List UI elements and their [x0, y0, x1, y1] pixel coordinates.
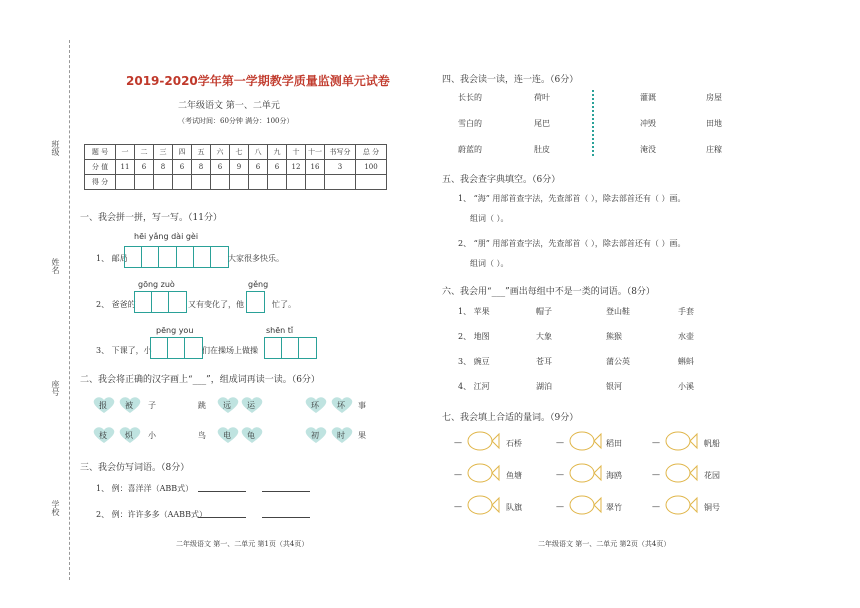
sec6-item[interactable]: 水壶 — [678, 332, 694, 341]
footer-right: 二年级语文 第一、二单元 第2页（共4页） — [538, 540, 671, 548]
section-3-heading: 三、我会仿写词语。（8分） — [80, 463, 190, 473]
fish-icon[interactable] — [664, 430, 698, 452]
score-table-header-row: 题 号 一 二 三 四 五 六 七 八 九 十 十一 书写分 总 分 — [85, 145, 387, 160]
fish-icon[interactable] — [664, 462, 698, 484]
dash: — — [454, 438, 462, 447]
section-5-heading: 五、我会查字典填空。（6分） — [442, 175, 561, 185]
sec7-noun: 铜号 — [704, 503, 720, 512]
sec6-item[interactable]: 手套 — [678, 307, 694, 316]
dash: — — [556, 502, 564, 511]
q3-prefix: 3、 下课了，小 — [96, 346, 152, 355]
sec6-item[interactable]: 4、 江河 — [458, 382, 490, 391]
sec2-char: 子 — [148, 401, 156, 410]
pinyin-q3b: shēn tǐ — [266, 326, 294, 335]
q1-prefix: 1、 邮局 — [96, 254, 128, 263]
side-label-class: 班级 — [51, 140, 60, 156]
sec7-noun: 队旗 — [506, 503, 522, 512]
sec2-char[interactable]: 被 — [125, 401, 133, 410]
sec2-char: 跳 — [198, 401, 206, 410]
connect-item[interactable]: 雪白的 — [458, 119, 482, 128]
char-box-q3b[interactable] — [264, 337, 317, 359]
connect-item[interactable]: 淹没 — [640, 145, 656, 154]
score-table-score-row: 得 分 — [85, 175, 387, 190]
score-table-points-row: 分 值 11 6 8 6 8 6 9 6 6 12 16 3 100 — [85, 160, 387, 175]
sec6-item[interactable]: 2、 地图 — [458, 332, 490, 341]
fish-icon[interactable] — [466, 430, 500, 452]
fish-icon[interactable] — [568, 462, 602, 484]
dash: — — [454, 502, 462, 511]
divider — [592, 90, 594, 156]
dash: — — [652, 470, 660, 479]
sec2-char[interactable]: 时 — [337, 431, 345, 440]
section-7-heading: 七、我会填上合适的量词。（9分） — [442, 413, 579, 423]
sec3-q1: 1、 例：喜洋洋（ABB式） — [96, 484, 194, 493]
sec2-char[interactable]: 炽 — [125, 431, 133, 440]
sec2-char: 果 — [358, 431, 366, 440]
sec2-char: 事 — [358, 401, 366, 410]
q2-suffix: 忙了。 — [272, 300, 296, 309]
connect-item[interactable]: 庄稼 — [706, 145, 722, 154]
answer-line[interactable] — [262, 517, 310, 518]
pinyin-q3a: pēng you — [156, 326, 194, 335]
pinyin-q2b: gěng — [248, 280, 269, 289]
dash: — — [556, 470, 564, 479]
footer-left: 二年级语文 第一、二单元 第1页（共4页） — [176, 540, 309, 548]
q1-suffix: 大家很多快乐。 — [228, 254, 284, 263]
sec2-char[interactable]: 枝 — [99, 431, 107, 440]
section-2-heading: 二、我会将正确的汉字画上“___”，组成词再读一读。（6分） — [80, 375, 320, 385]
fish-icon[interactable] — [664, 494, 698, 516]
section-6-heading: 六、我会用“___”画出每组中不是一类的词语。（8分） — [442, 287, 655, 297]
sec7-noun: 海鸥 — [606, 471, 622, 480]
page-title: 2019-2020学年第一学期教学质量监测单元试卷 — [126, 74, 390, 88]
sec7-noun: 花园 — [704, 471, 720, 480]
answer-line[interactable] — [262, 491, 310, 492]
sec2-char[interactable]: 电 — [223, 431, 231, 440]
sec5-q2-line1: 2、 “朋” 用部首查字法，先查部首（ ），除去部首还有（ ）画。 — [458, 239, 686, 248]
q2-prefix: 2、 爸爸的 — [96, 300, 136, 309]
connect-item[interactable]: 房屋 — [706, 93, 722, 102]
sec7-noun: 稻田 — [606, 439, 622, 448]
fish-icon[interactable] — [466, 462, 500, 484]
sec6-item[interactable]: 1、 苹果 — [458, 307, 490, 316]
dash: — — [454, 470, 462, 479]
fish-icon[interactable] — [568, 430, 602, 452]
score-table — [84, 144, 387, 190]
connect-item[interactable]: 尾巴 — [534, 119, 550, 128]
sec6-item[interactable]: 苍耳 — [536, 357, 552, 366]
exam-info: （考试时间：60分钟 满分：100分） — [178, 117, 294, 125]
side-label-school-number: 座号 — [51, 380, 60, 396]
connect-item[interactable]: 肚皮 — [534, 145, 550, 154]
connect-item[interactable]: 蔚蓝的 — [458, 145, 482, 154]
dash: — — [652, 502, 660, 511]
connect-item[interactable]: 田地 — [706, 119, 722, 128]
sec7-noun: 翠竹 — [606, 503, 622, 512]
section-1-heading: 一、我会拼一拼，写一写。（11分） — [80, 213, 222, 223]
connect-item[interactable]: 灌溉 — [640, 93, 656, 102]
sec2-char[interactable]: 初 — [311, 431, 319, 440]
sec5-q2-line2: 组词（ ）。 — [470, 259, 509, 268]
fish-icon[interactable] — [568, 494, 602, 516]
sec7-noun: 鱼塘 — [506, 471, 522, 480]
sec2-char[interactable]: 环 — [311, 401, 319, 410]
answer-line[interactable] — [198, 517, 246, 518]
sec2-char[interactable]: 龟 — [247, 431, 255, 440]
fish-icon[interactable] — [466, 494, 500, 516]
connect-item[interactable]: 长长的 — [458, 93, 482, 102]
sec7-noun: 石桥 — [506, 439, 522, 448]
sec7-noun: 帆船 — [704, 439, 720, 448]
char-box-q2b[interactable] — [246, 291, 265, 313]
section-4-heading: 四、我会读一读，连一连。（6分） — [442, 75, 579, 85]
pinyin-q1: hēi yǎng dài gèi — [134, 232, 199, 241]
page-subtitle: 二年级语文 第一、二单元 — [178, 101, 280, 111]
side-label-school: 学校 — [51, 500, 60, 516]
q2-middle: 又有变化了，他 — [188, 300, 244, 309]
sec6-item[interactable]: 湖泊 — [536, 382, 552, 391]
sec2-char: 小 — [148, 431, 156, 440]
sec2-char: 鸟 — [198, 431, 206, 440]
char-box-q1b[interactable] — [176, 246, 229, 268]
sec2-char[interactable]: 报 — [99, 401, 107, 410]
char-box-q2a[interactable] — [134, 291, 187, 313]
sec5-q1-line2: 组词（ ）。 — [470, 214, 509, 223]
sec6-item[interactable]: 银河 — [606, 382, 622, 391]
char-box-q1a[interactable] — [124, 246, 177, 268]
pinyin-q2a: gōng zuò — [138, 280, 175, 289]
side-label-name: 姓名 — [51, 258, 60, 274]
dash: — — [556, 438, 564, 447]
connect-item[interactable]: 冲毁 — [640, 119, 656, 128]
sec2-char[interactable]: 远 — [223, 401, 231, 410]
answer-line[interactable] — [198, 491, 246, 492]
sec2-char[interactable]: 运 — [247, 401, 255, 410]
sec6-item[interactable]: 蒲公英 — [606, 357, 630, 366]
connect-item[interactable]: 荷叶 — [534, 93, 550, 102]
sec2-char[interactable]: 坏 — [337, 401, 345, 410]
sec6-item[interactable]: 蝌蚪 — [678, 357, 694, 366]
q3-middle: 们在操场上做操 — [202, 346, 258, 355]
sec6-item[interactable]: 小溪 — [678, 382, 694, 391]
binding-line — [69, 40, 70, 580]
sec6-item[interactable]: 3、 豌豆 — [458, 357, 490, 366]
sec6-item[interactable]: 登山鞋 — [606, 307, 630, 316]
sec3-q2: 2、 例：许许多多（AABB式） — [96, 510, 207, 519]
sec6-item[interactable]: 熊猴 — [606, 332, 622, 341]
dash: — — [652, 438, 660, 447]
sec6-item[interactable]: 帽子 — [536, 307, 552, 316]
sec6-item[interactable]: 大象 — [536, 332, 552, 341]
sec5-q1-line1: 1、 “海” 用部首查字法，先查部首（ ），除去部首还有（ ）画。 — [458, 194, 686, 203]
char-box-q3a[interactable] — [150, 337, 203, 359]
